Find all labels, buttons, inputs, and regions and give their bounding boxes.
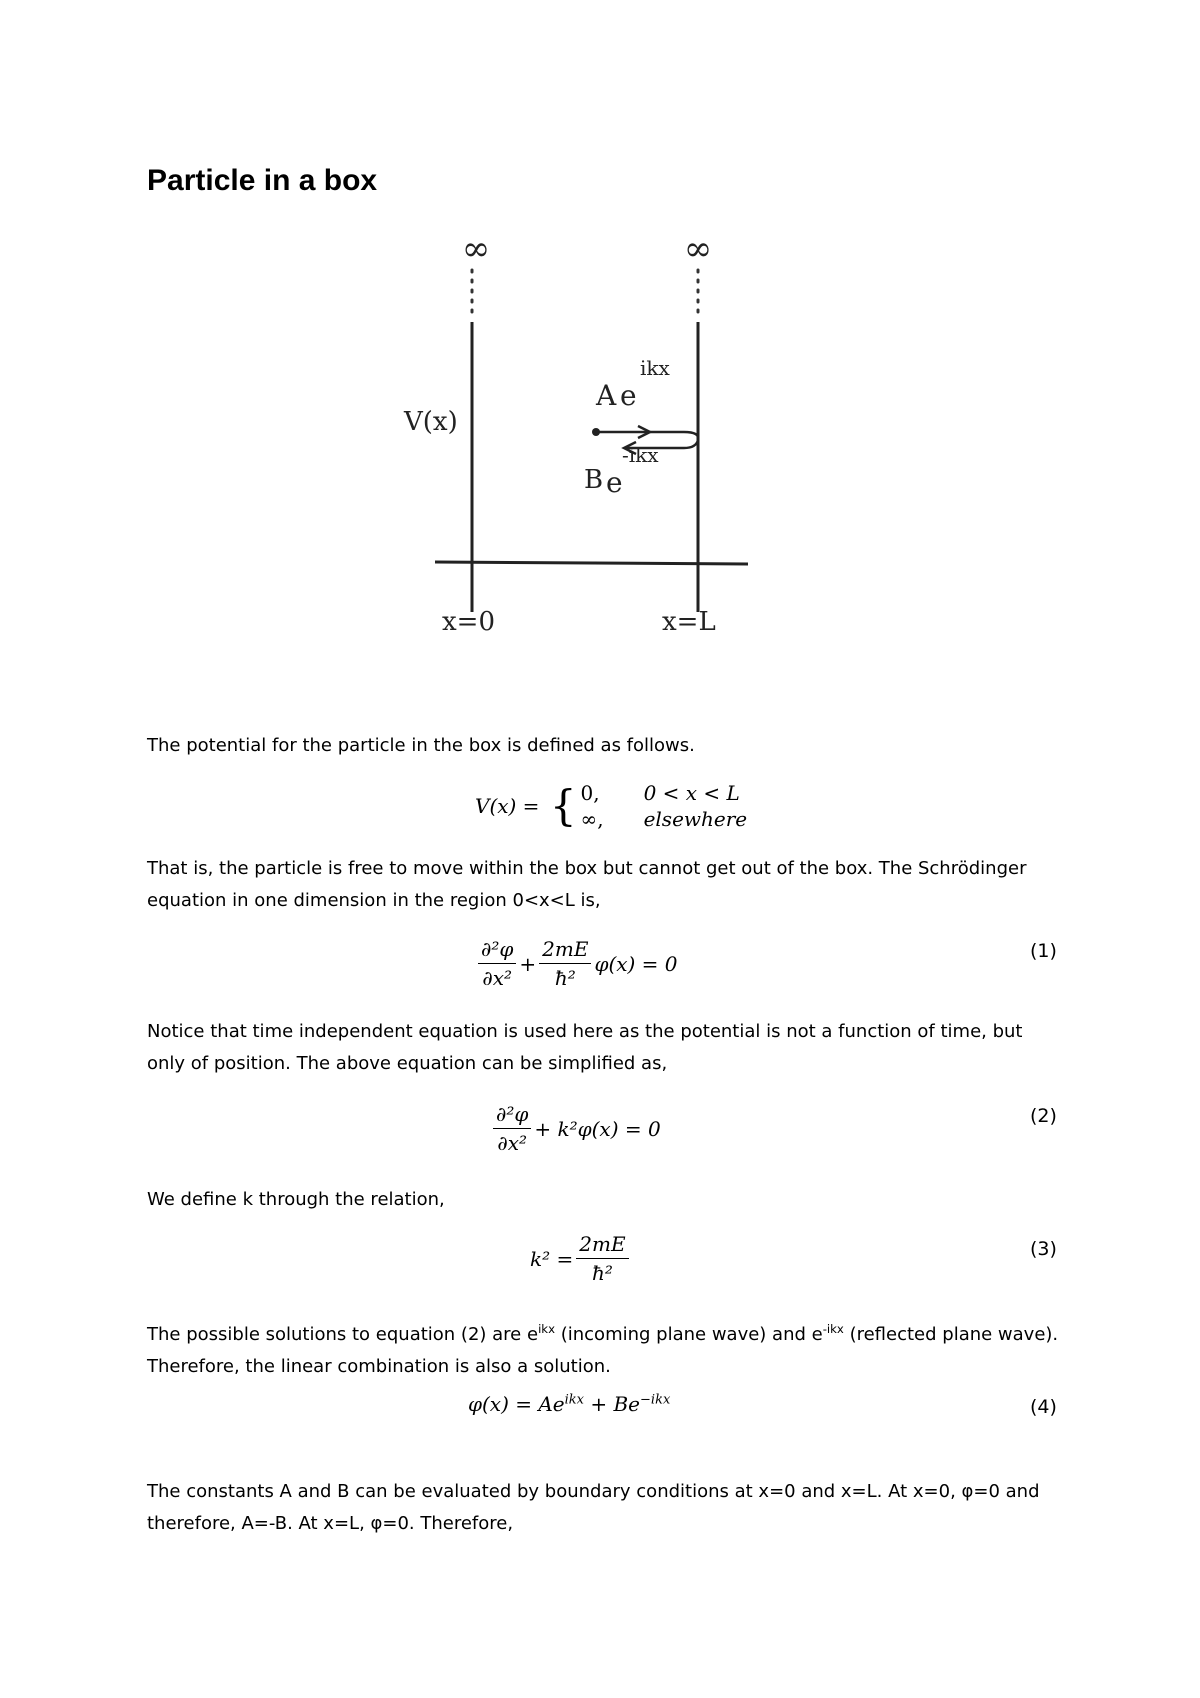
solutions-sup-2: -ikx	[822, 1322, 844, 1336]
case2-condition: elsewhere	[643, 807, 748, 831]
solutions-line-1	[147, 1313, 1067, 1351]
particle-in-box-diagram	[404, 229, 790, 710]
paragraph-schrodinger-intro	[147, 853, 1067, 917]
infinity-right-label: ∞	[683, 229, 713, 269]
equation-3-number: (3)	[1030, 1238, 1057, 1260]
eq1-energy-numerator: 2mE	[539, 937, 591, 964]
eq2-second-derivative	[493, 1102, 531, 1155]
x-axis	[435, 562, 748, 564]
wave-a-exponent: ikx	[640, 356, 670, 380]
paragraph-time-independent	[147, 1016, 1067, 1080]
boundary-line-1: The constants A and B can be evaluated by boundary conditions at x=0 and x=L. At x=0, φ=0 and	[147, 1481, 1040, 1502]
paragraph-define-k: We define k through the relation,	[147, 1189, 445, 1210]
eq3-numerator: 2mE	[576, 1232, 628, 1259]
eq4-exponent-2: −ikx	[640, 1392, 671, 1408]
eq4-mid: + Be	[584, 1392, 641, 1416]
boundary-line-2: therefore, A=-B. At x=L, φ=0. Therefore,	[147, 1513, 514, 1534]
eq1-second-derivative	[478, 937, 516, 990]
eq1-d2-denominator: ∂x²	[482, 966, 512, 990]
solutions-line-2: Therefore, the linear combination is also a solution.	[147, 1356, 611, 1377]
case1-value: 0,	[580, 781, 600, 805]
equation-2	[490, 1102, 661, 1155]
wave-b-exponent: -ikx	[622, 443, 659, 467]
wave-a-e: e	[620, 379, 637, 412]
potential-lhs: V(x) =	[475, 794, 546, 818]
eq2-d2-denominator: ∂x²	[497, 1131, 527, 1155]
schrodinger-line-1: That is, the particle is free to move within the box but cannot get out of the box. The Schrödinger	[147, 858, 1027, 879]
case1-condition: 0 < x < L	[643, 781, 740, 805]
page-title: Particle in a box	[147, 164, 378, 197]
equation-1-number: (1)	[1030, 940, 1057, 962]
eq3-denominator: ħ²	[591, 1261, 613, 1285]
solutions-text-b: (incoming plane wave) and e	[555, 1324, 823, 1345]
wave-b-coefficient: B	[584, 465, 604, 495]
eq1-rest: φ(x) = 0	[594, 951, 678, 976]
equation-2-number: (2)	[1030, 1105, 1057, 1127]
eq4-exponent-1: ikx	[564, 1392, 585, 1408]
wave-b-e: e	[606, 466, 623, 499]
x0-label: x=0	[442, 607, 495, 637]
eq2-rest: + k²φ(x) = 0	[534, 1116, 661, 1141]
case2-value: ∞,	[580, 807, 604, 831]
xl-label: x=L	[662, 607, 716, 637]
equation-3	[530, 1232, 632, 1285]
eq1-energy-fraction	[539, 937, 591, 990]
solutions-text-c: (reflected plane wave).	[843, 1324, 1059, 1345]
solutions-text-a: The possible solutions to equation (2) are e	[147, 1324, 539, 1345]
equation-4	[468, 1392, 670, 1416]
equation-4-number: (4)	[1030, 1396, 1057, 1418]
potential-label: V(x)	[404, 407, 458, 437]
eq1-plus: +	[519, 951, 537, 976]
schrodinger-line-2: equation in one dimension in the region 0<x<L is,	[147, 890, 601, 911]
potential-cases	[581, 780, 748, 832]
paragraph-potential-intro: The potential for the particle in the box is defined as follows.	[147, 735, 695, 756]
curly-brace: {	[549, 781, 577, 830]
equation-1	[475, 937, 678, 990]
eq2-d2-numerator: ∂²φ	[493, 1102, 531, 1129]
paragraph-boundary-conditions	[147, 1476, 1067, 1540]
eq3-fraction	[576, 1232, 628, 1285]
equation-potential	[475, 780, 747, 832]
time-independent-line-1: Notice that time independent equation is used here as the potential is not a function of time, but	[147, 1021, 1023, 1042]
wave-a-coefficient: A	[596, 379, 617, 412]
eq1-energy-denominator: ħ²	[554, 966, 576, 990]
eq4-lhs: φ(x) = Ae	[468, 1392, 565, 1416]
eq3-lhs: k² =	[530, 1246, 574, 1271]
paragraph-solutions	[147, 1313, 1067, 1383]
infinity-left-label: ∞	[461, 229, 491, 269]
time-independent-line-2: only of position. The above equation can be simplified as,	[147, 1053, 668, 1074]
solutions-sup-1: ikx	[538, 1322, 555, 1336]
eq1-d2-numerator: ∂²φ	[478, 937, 516, 964]
